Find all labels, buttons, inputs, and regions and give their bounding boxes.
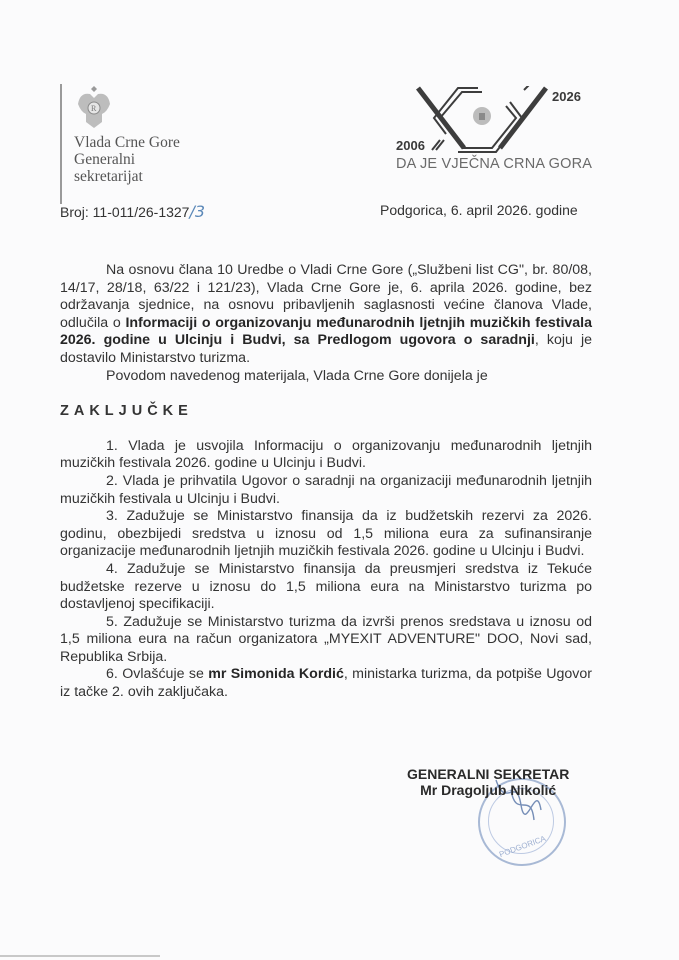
letterhead-line: sekretarijat — [74, 168, 143, 185]
signatory-title: GENERALNI SEKRETAR — [407, 766, 570, 782]
anniversary-year-start: 2006 — [396, 138, 425, 153]
stamp-text: PODGORICA — [497, 833, 547, 860]
followup-paragraph: Povodom navedenog materijala, Vlada Crne Gore donijela je — [106, 367, 488, 384]
letterhead-line: Generalni — [74, 151, 136, 168]
conclusion-item: 5. Zadužuje se Ministarstvo turizma da izvrši prenos sredstava u iznosu od 1,5 miliona eura na račun organizatora „MYEXIT ADVENTURE" DOO, Novi sad, Republika Srbija. — [60, 613, 592, 665]
anniversary-year-end: 2026 — [552, 89, 581, 104]
conclusion-item: 1. Vlada je usvojila Informaciju o organizovanju međunarodnih ljetnjih muzičkih festivala 2026. godine u Ulcinju i Budvi. — [60, 437, 592, 472]
conclusion-item: 3. Zadužuje se Ministarstvo finansija da iz budžetskih rezervi za 2026. godinu, obezbijedi sredstva u iznosu od 1,5 miliona eura za sufinansiranje organizacije međunarodnih ljetnjih muzičkih festivala 2026. godine u Ulcinju i Budvi. — [60, 508, 592, 560]
anniversary-motto: DA JE VJEČNA CRNA GORA — [396, 156, 593, 172]
conclusion-text: 6. Ovlašćuje se — [106, 666, 209, 683]
page-edge-divider — [0, 955, 160, 957]
signatory-name: Mr Dragoljub Nikolić — [420, 782, 557, 798]
intro-text: Na osnovu člana 10 Uredbe o Vladi Crne Gore („Službeni list CG", br. 80/08, 14/17, 28/18, 63/22 i 121/23), Vlada Crne Gore je, 6. aprila 2026. godine, bez održavanja sjednice, na osnovu pribavljenih saglasnosti većine članova Vlade, odlučila o — [60, 262, 592, 331]
letterhead-line: Vlada Crne Gore — [74, 134, 180, 151]
intro-bold-title: Informaciji o organizovanju međunarodnih ljetnjih muzičkih festivala 2026. godine u Ulcinju i Budvi, sa Predlogom ugovora o saradnji — [60, 314, 593, 349]
conclusions-heading: ZAKLJUČKE — [60, 403, 193, 420]
intro-text-end: , koju je dostavilo Ministarstvo turizma. — [60, 332, 592, 366]
conclusion-text-end: , ministarka turizma, da potpiše Ugovor iz tačke 2. ovih zaključaka. — [60, 666, 592, 701]
coat-of-arms-icon — [74, 82, 114, 132]
place-and-date: Podgorica, 6. april 2026. godine — [380, 202, 578, 218]
letterhead-text — [74, 134, 180, 185]
conclusion-item: 4. Zadužuje se Ministarstvo finansija da preusmjeri sredstva iz Tekuće budžetske rezerve u iznosu do 1,5 miliona eura na Ministarstvo turizma po dostavljenoj specifikaciji. — [60, 560, 592, 613]
handwritten-suffix: /3 — [189, 202, 206, 221]
conclusion-item — [60, 666, 592, 701]
document-body — [60, 262, 592, 702]
reference-number — [60, 202, 205, 221]
reference-number-text: Broj: 11-011/26-1327 — [60, 204, 190, 220]
letterhead-divider — [60, 84, 62, 204]
minister-name: mr Simonida Kordić — [208, 666, 344, 683]
anniversary-logo — [396, 86, 606, 176]
svg-text:R: R — [91, 104, 97, 113]
intro-paragraph — [60, 262, 592, 368]
signature-block — [407, 766, 569, 798]
conclusion-item: 2. Vlada je prihvatila Ugovor o saradnji na organizaciji međunarodnih ljetnjih muzičkih festivala u Ulcinju i Budvi. — [60, 472, 592, 507]
